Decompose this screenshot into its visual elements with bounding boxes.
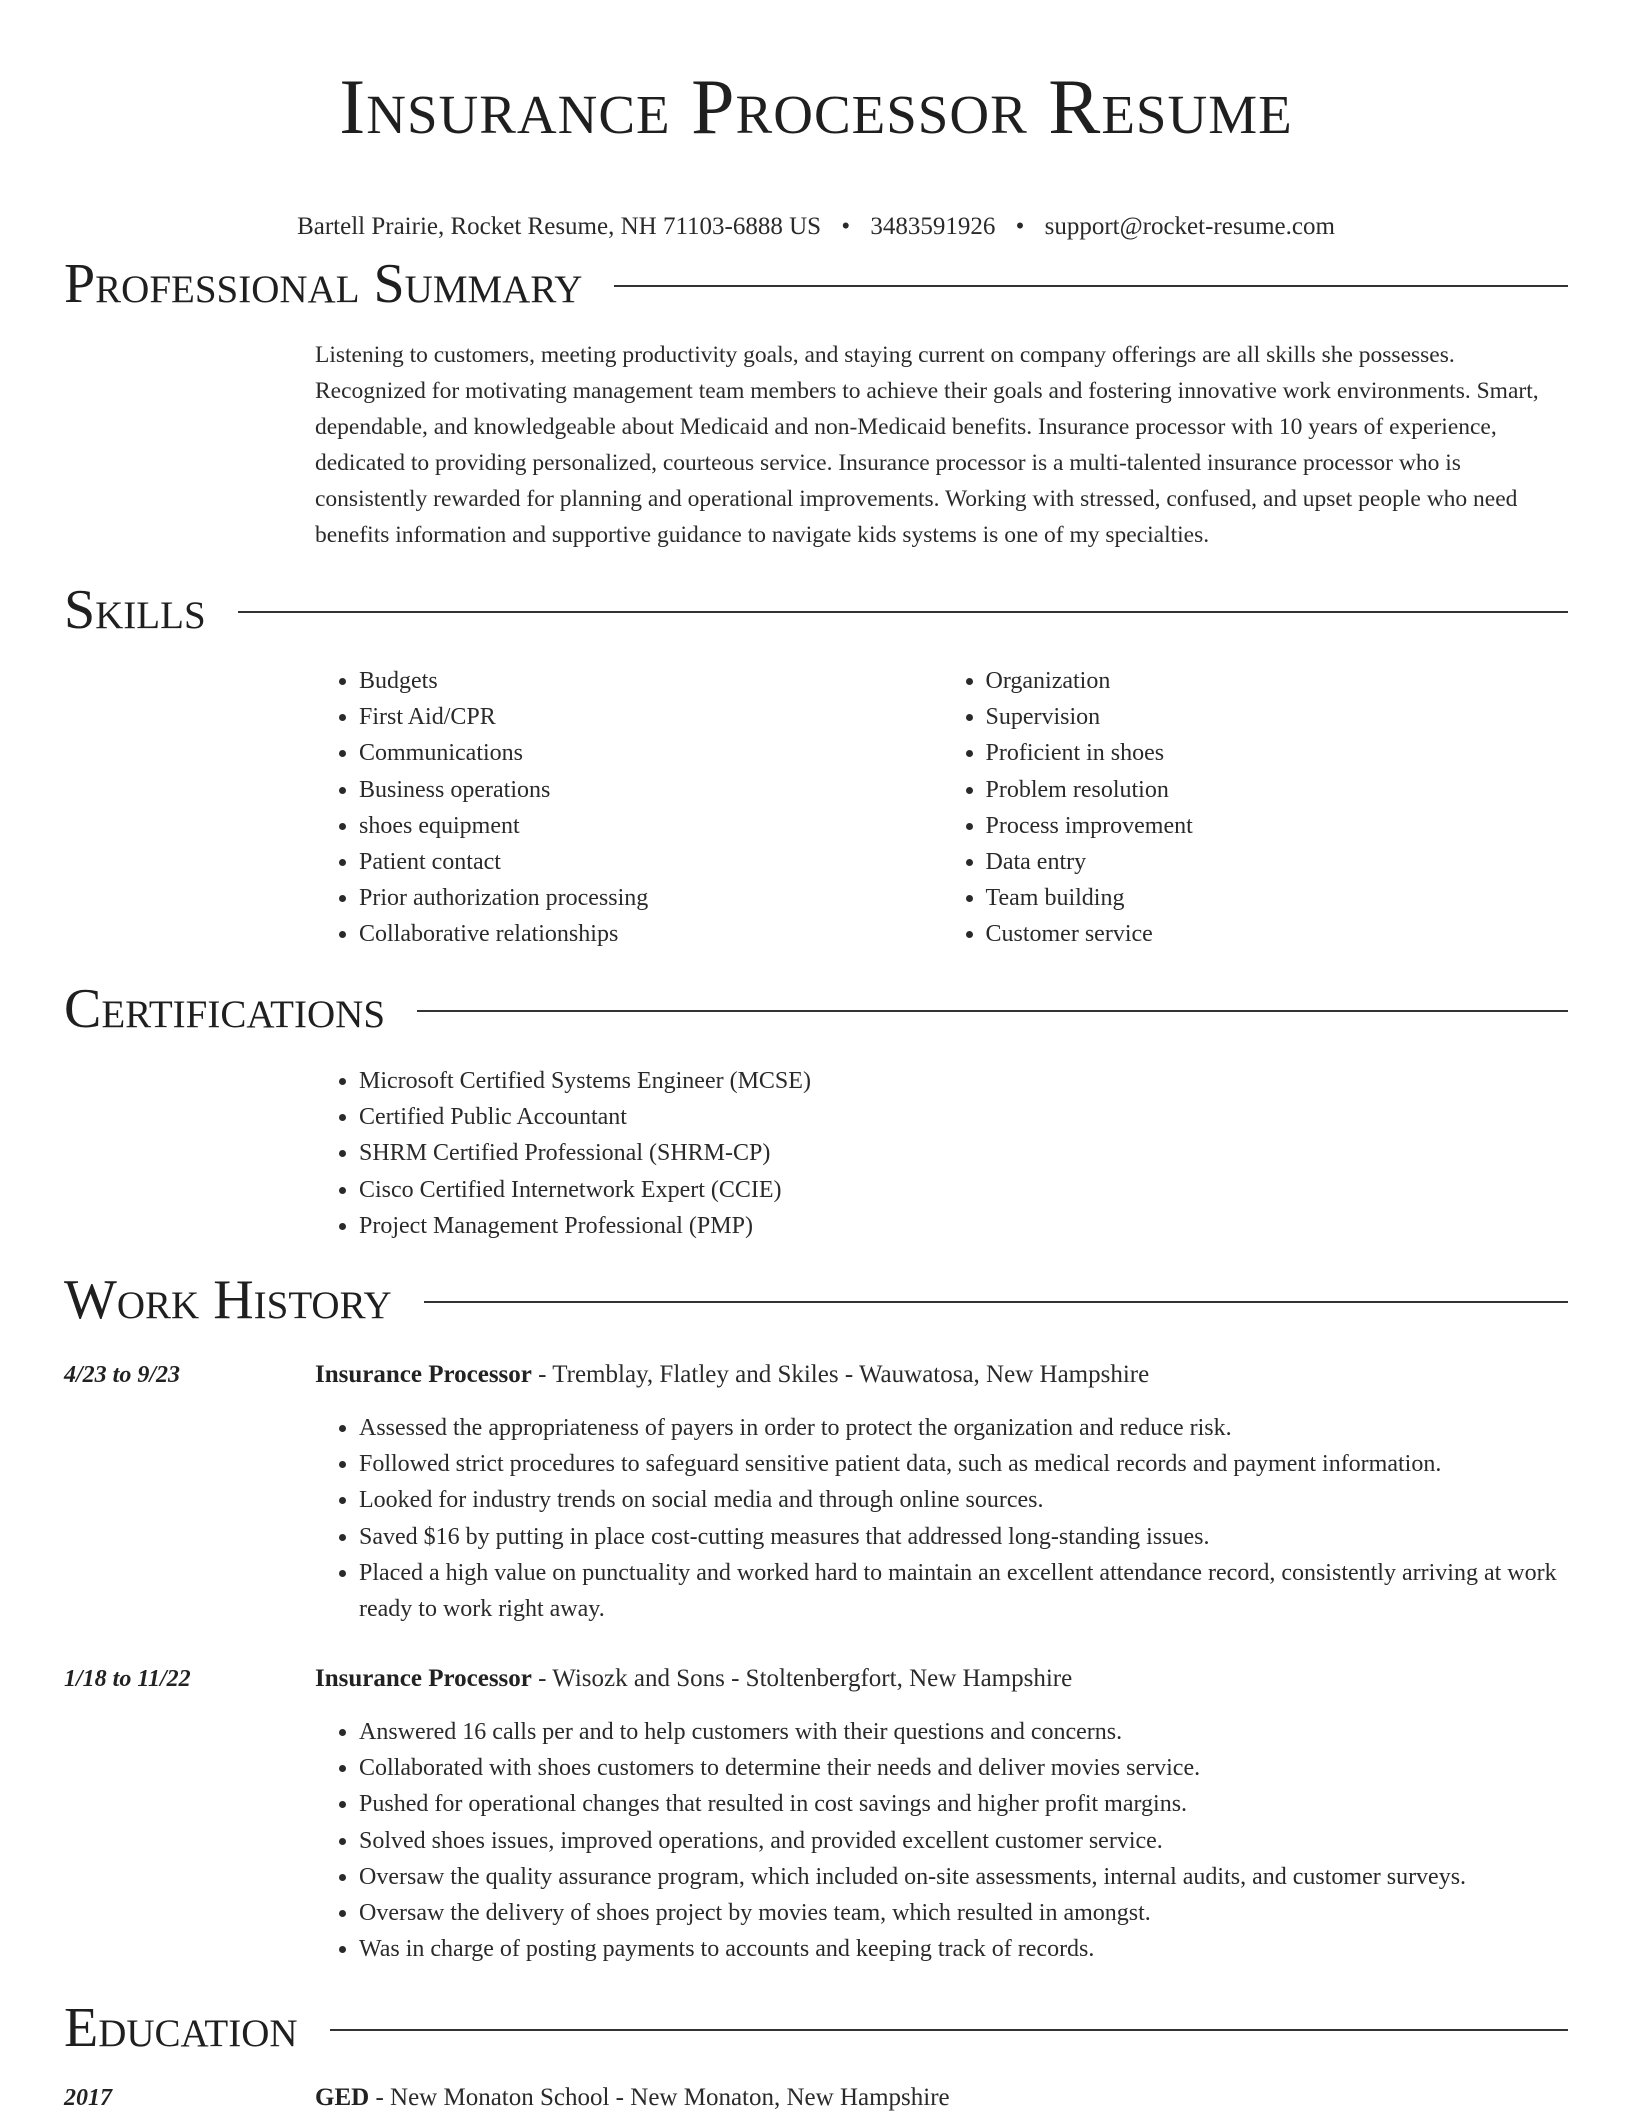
job-bullets-container	[315, 1410, 1568, 1627]
skill-item: • Proficient in shoes	[986, 735, 1569, 771]
skill-item: • Problem resolution	[986, 772, 1569, 808]
skill-item: • Supervision	[986, 699, 1569, 735]
skills-heading: Skills	[64, 579, 206, 641]
job-bullets	[315, 1714, 1568, 1967]
contact-separator: •	[841, 213, 851, 240]
job-bullet: • Solved shoes issues, improved operations, and provided excellent customer service.	[359, 1823, 1568, 1859]
job-dates: 4/23 to 9/23	[64, 1362, 181, 1388]
section-divider	[614, 285, 1568, 287]
job-bullet: • Looked for industry trends on social media and through online sources.	[359, 1482, 1568, 1518]
skill-item: • shoes equipment	[359, 808, 942, 844]
job-title: Insurance Processor	[315, 1665, 532, 1692]
certifications-heading: Certifications	[64, 978, 386, 1040]
job-bullet: • Answered 16 calls per and to help customers with their questions and concerns.	[359, 1714, 1568, 1750]
job-employer-location: - Tremblay, Flatley and Skiles - Wauwatosa, New Hampshire	[531, 1361, 1150, 1388]
skill-item: • First Aid/CPR	[359, 699, 942, 735]
summary-heading: Professional Summary	[64, 253, 583, 315]
skill-item: • Business operations	[359, 772, 942, 808]
certification-item: • Certified Public Accountant	[359, 1099, 1568, 1135]
work-section-header	[64, 1268, 1568, 1332]
education-school-location: - New Monaton School - New Monaton, New Hampshire	[369, 2084, 950, 2111]
job-heading	[315, 1358, 1149, 1392]
certifications-section-header	[64, 977, 1568, 1041]
education-section-header	[64, 1996, 1568, 2060]
job-bullet: • Placed a high value on punctuality and worked hard to maintain an excellent attendance record, consistently arriving at work ready to work right away.	[359, 1555, 1568, 1627]
job-dates: 1/18 to 11/22	[64, 1666, 191, 1692]
contact-email: support@rocket-resume.com	[1044, 213, 1335, 240]
skills-column-left	[315, 663, 942, 953]
contact-line	[64, 212, 1568, 242]
skill-item: • Process improvement	[986, 808, 1569, 844]
summary-text: Listening to customers, meeting productivity goals, and staying current on company offerings are all skills she possesses. Recognized for motivating management team members to achieve their goals and fostering innovative work environments. Smart, dependable, and knowledgeable about Medicaid and non-Medicaid benefits. Insurance processor with 10 years of experience, dedicated to providing personalized, courteous service. Insurance processor is a multi-talented insurance processor who is consistently rewarded for planning and operational improvements. Working with stressed, confused, and upset people who need benefits information and supportive guidance to navigate kids systems is one of my specialties.	[315, 342, 1539, 548]
resume-page	[64, 0, 1568, 2111]
contact-separator: •	[1015, 213, 1025, 240]
job-employer-location: - Wisozk and Sons - Stoltenbergfort, New Hampshire	[531, 1665, 1073, 1692]
skill-item: • Patient contact	[359, 844, 942, 880]
job-heading	[315, 1662, 1072, 1696]
job-bullet: • Collaborated with shoes customers to determine their needs and deliver movies service.	[359, 1750, 1568, 1786]
resume-title: Insurance Processor Resume	[339, 63, 1293, 150]
skill-item: • Team building	[986, 880, 1569, 916]
skill-item: • Collaborative relationships	[359, 916, 942, 952]
job-bullets	[315, 1410, 1568, 1627]
job-bullet: • Assessed the appropriateness of payers in order to protect the organization and reduce risk.	[359, 1410, 1568, 1446]
certification-item: • Cisco Certified Internetwork Expert (CCIE)	[359, 1172, 1568, 1208]
certifications-items	[315, 1063, 1568, 1244]
education-date: 2017	[64, 2085, 112, 2111]
job-bullets-container	[315, 1714, 1568, 1967]
job-bullet: • Pushed for operational changes that resulted in cost savings and higher profit margins.	[359, 1786, 1568, 1822]
education-heading: Education	[64, 1997, 298, 2059]
job-title: Insurance Processor	[315, 1361, 532, 1388]
certification-item: • Microsoft Certified Systems Engineer (MCSE)	[359, 1063, 1568, 1099]
skills-list	[315, 663, 1568, 953]
certification-item: • Project Management Professional (PMP)	[359, 1208, 1568, 1244]
section-divider	[417, 1010, 1568, 1012]
skill-item: • Organization	[986, 663, 1569, 699]
summary-section-header	[64, 252, 1568, 316]
job-bullet: • Saved $16 by putting in place cost-cutting measures that addressed long-standing issues.	[359, 1519, 1568, 1555]
job-bullet: • Was in charge of posting payments to accounts and keeping track of records.	[359, 1931, 1568, 1967]
contact-address: Bartell Prairie, Rocket Resume, NH 71103-6888 US	[297, 213, 822, 240]
work-heading: Work History	[64, 1269, 392, 1331]
skill-item: • Prior authorization processing	[359, 880, 942, 916]
job-bullet: • Followed strict procedures to safeguard sensitive patient data, such as medical records and payment information.	[359, 1446, 1568, 1482]
skill-item: • Budgets	[359, 663, 942, 699]
contact-phone: 3483591926	[870, 213, 996, 240]
certifications-list	[315, 1063, 1568, 1244]
section-divider	[238, 611, 1568, 613]
education-degree: GED	[315, 2084, 370, 2111]
job-bullet: • Oversaw the quality assurance program, which included on-site assessments, internal audits, and customer surveys.	[359, 1859, 1568, 1895]
skill-item: • Customer service	[986, 916, 1569, 952]
section-divider	[424, 1301, 1568, 1303]
summary-body	[315, 337, 1568, 553]
section-divider	[330, 2029, 1568, 2031]
job-bullet: • Oversaw the delivery of shoes project by movies team, which resulted in amongst.	[359, 1895, 1568, 1931]
skill-item: • Communications	[359, 735, 942, 771]
education-heading-line	[315, 2081, 950, 2115]
skill-item: • Data entry	[986, 844, 1569, 880]
certification-item: • SHRM Certified Professional (SHRM-CP)	[359, 1135, 1568, 1171]
skills-section-header	[64, 578, 1568, 642]
skills-column-right	[942, 663, 1569, 953]
